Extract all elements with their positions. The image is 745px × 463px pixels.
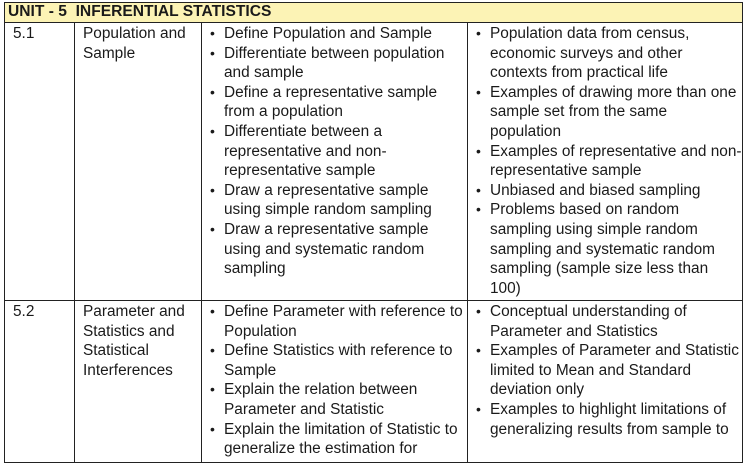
list-item: • Define a representative sample from a population — [210, 83, 438, 121]
list-item: • Draw a representative sample using simple random sampling — [210, 181, 432, 219]
unit-label: UNIT - 5 — [8, 3, 67, 20]
list-item: • Conceptual understanding of Parameter and Statistics — [476, 303, 687, 340]
list-item: • Define Statistics with reference to Sample — [210, 342, 453, 379]
bullet-icon: • — [476, 303, 481, 319]
bullet-icon: • — [210, 303, 215, 319]
list-item: • Examples of representative and non-representative sample — [476, 142, 742, 180]
bullet-icon: • — [210, 342, 215, 359]
section-number-cell — [5, 23, 75, 301]
bullet-icon: • — [476, 400, 481, 417]
bullet-icon: • — [210, 44, 215, 61]
unit-header-cell — [5, 3, 743, 23]
section-number: 5.2 — [13, 303, 35, 320]
list-item: • Examples of drawing more than one sample set from the same population — [476, 83, 737, 140]
bullet-icon: • — [210, 381, 215, 398]
bullet-icon: • — [476, 142, 481, 159]
bullet-icon: • — [476, 342, 481, 359]
bullet-icon: • — [476, 201, 481, 218]
list-item: • Draw a representative sample using and systematic random sampling — [210, 220, 429, 278]
list-item: • Examples of Parameter and Statistic limited to Mean and Standard deviation only — [476, 342, 739, 399]
topic-cell — [75, 301, 202, 463]
list-item: • Population data from census, economic surveys and other contexts from practical life — [476, 25, 690, 82]
unit-header-row — [5, 3, 743, 23]
topic-name: Parameter and Statistics and Statistical Interferences — [83, 303, 185, 379]
objectives-list — [202, 301, 467, 459]
list-item: • Explain the relation between Parameter and Statistic — [210, 381, 418, 418]
objectives-cell — [202, 23, 468, 301]
list-item: • Define Population and Sample — [210, 25, 432, 42]
list-item: • Explain the limitation of Statistic to generalize the estimation for — [210, 420, 458, 458]
scope-list — [468, 301, 742, 439]
scope-list — [468, 23, 742, 298]
list-item: • Problems based on random sampling using simple random sampling and systematic random sampling (sample size less than 100) — [476, 201, 715, 297]
bullet-icon: • — [210, 420, 215, 437]
bullet-icon: • — [210, 181, 215, 198]
topic-name: Population and Sample — [83, 25, 186, 62]
section-number-cell — [5, 301, 75, 463]
scope-cell — [468, 23, 743, 301]
list-item: • Differentiate between population and sample — [210, 44, 445, 82]
scope-cell — [468, 301, 743, 463]
bullet-icon: • — [476, 25, 481, 41]
list-item: • Examples to highlight limitations of generalizing results from sample to — [476, 400, 729, 438]
table-row — [5, 23, 743, 301]
objectives-list — [202, 23, 467, 279]
list-item: • Define Parameter with reference to Population — [210, 303, 463, 340]
bullet-icon: • — [210, 220, 215, 237]
list-item: • Differentiate between a representative and non-representative sample — [210, 122, 387, 180]
list-item: • Unbiased and biased sampling — [476, 181, 701, 199]
unit-title: INFERENTIAL STATISTICS — [75, 3, 272, 20]
bullet-icon: • — [210, 83, 215, 100]
table-row — [5, 301, 743, 463]
bullet-icon: • — [210, 25, 215, 41]
bullet-icon: • — [476, 83, 481, 100]
bullet-icon: • — [476, 181, 481, 198]
syllabus-table — [4, 2, 743, 463]
topic-cell — [75, 23, 202, 301]
objectives-cell — [202, 301, 468, 463]
bullet-icon: • — [210, 122, 215, 139]
section-number: 5.1 — [13, 25, 35, 42]
